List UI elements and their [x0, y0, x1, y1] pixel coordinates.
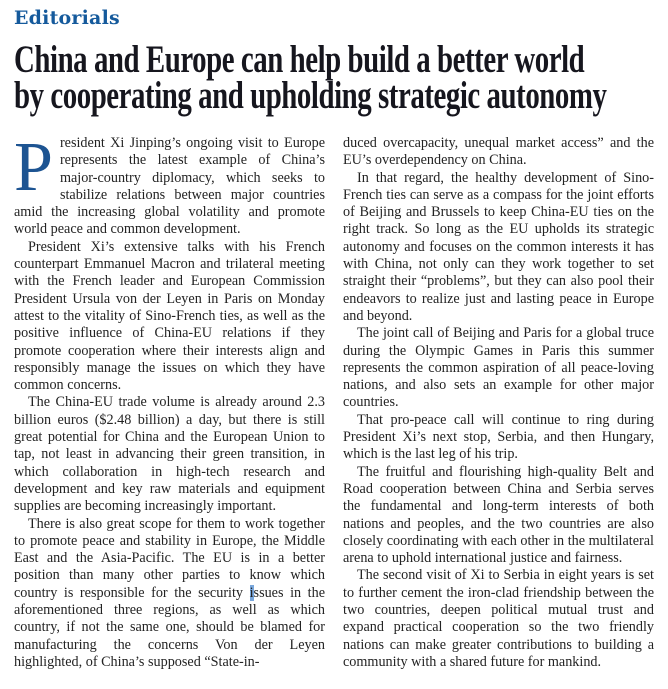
article-body — [14, 129, 654, 671]
paragraph: That pro-peace call will continue to ring during President Xi’s next stop, Serbia, and then Hungary, which is the last leg of his trip. — [343, 411, 654, 463]
lead-paragraph — [14, 129, 325, 239]
paragraph: duced overcapacity, unequal market access” and the EU’s overdependency on China. — [343, 135, 654, 169]
drop-cap: P — [14, 129, 53, 206]
paragraph: The China-EU trade volume is already around 2.3 billion euros ($2.48 billion) a day, but there is still great potential for China and the European Union to tap, not least in advancing their green transition, in which collaboration in high-tech research and development and key raw materials and equipment supplies are becoming increasingly important. — [14, 394, 325, 515]
paragraph: The fruitful and flourishing high-quality Belt and Road cooperation between China and Serbia serves the fundamental and long-term interests of both nations and peoples, and the two countries are also closely coordinating with each other in the multilateral arena to uphold international justice and fairness. — [343, 463, 654, 567]
paragraph: The second visit of Xi to Serbia in eight years is set to further cement the iron-clad friendship between the two countries, deepen political mutual trust and expand practical cooperation so the two friendly nations can make greater contributions to building a community with a shared future for mankind. — [343, 567, 654, 670]
headline-line-2: by cooperating and upholding strategic autonomy — [14, 74, 607, 117]
lead-paragraph-text: resident Xi Jinping’s ongoing visit to Europe represents the latest example of China’s major-country diplomacy, which seeks to stabilize relations between major countries amid the increasing global volatility and promote world peace and common development. — [14, 135, 325, 238]
paragraph: In that regard, the healthy development of Sino-French ties can serve as a compass for the joint efforts of Beijing and Brussels to keep China-EU ties on the right track. So long as the EU upholds its strategic autonomy and focuses on the common interests it has with China, not only can they work together to set straight their “problems”, but they can also pool their endeavors to realize just and lasting peace in Europe and beyond. — [343, 169, 654, 324]
column-left — [14, 129, 325, 671]
text-selection: i — [249, 584, 254, 601]
column-right — [343, 135, 654, 671]
text-segment: ssues in the aforementioned three regions, as well as which country, if not the same one, should be blamed for manufacturing the concerns Von der Leyen highlighted, of China’s supposed “State-in- — [14, 584, 325, 670]
paragraph: President Xi’s extensive talks with his French counterpart Emmanuel Macron and trilateral meeting with the French leader and European Commission President Ursula von der Leyen in Paris on Monday attest to the vitality of Sino-French ties, as well as the positive influence of China-EU relations if they promote cooperation where their interests align and responsibly manage the issues on which they have common concerns. — [14, 238, 325, 394]
text-segment: There is also great scope for them to work together to promote peace and stability in Europe, the Middle East and the Asia-Pacific. The EU is in a better position than many other parties to know which country is responsible for the security — [14, 515, 325, 601]
headline — [14, 38, 654, 117]
headline-line-1: China and Europe can help build a better world — [14, 38, 585, 81]
paragraph: The joint call of Beijing and Paris for a global truce during the Olympic Games in Paris this summer represents the common aspiration of all peace-loving nations, and also sets an example for other major countries. — [343, 325, 654, 411]
section-label: Editorials — [14, 7, 120, 29]
paragraph — [14, 516, 325, 672]
